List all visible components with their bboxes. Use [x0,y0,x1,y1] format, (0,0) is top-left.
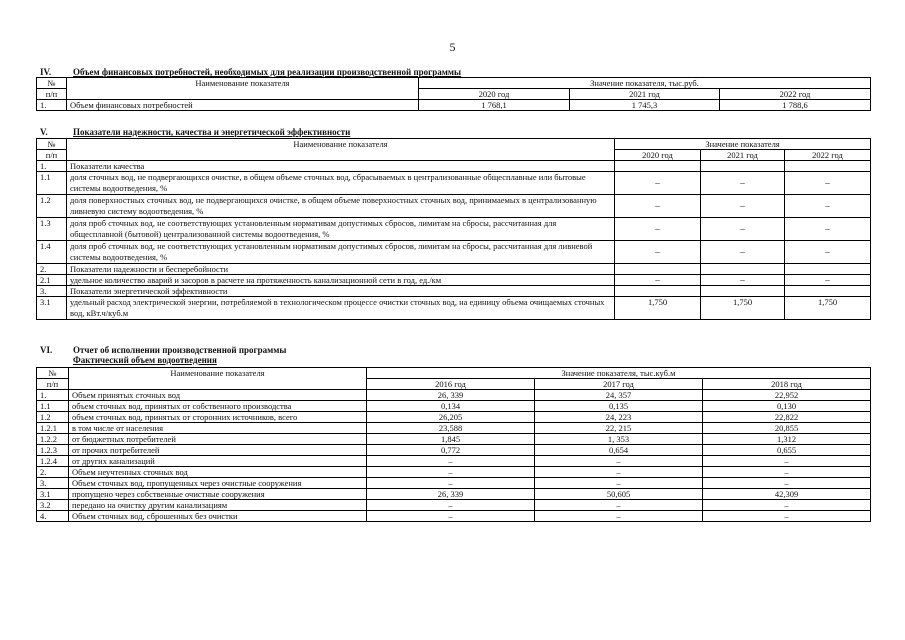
row-value [701,264,785,275]
row-name: Объем финансовых потребностей [67,100,419,111]
row-number: 3.2 [37,500,69,511]
row-value: – [703,500,871,511]
row-value: – [367,467,535,478]
row-value: 1 745,3 [570,100,720,111]
row-name: Объем принятых сточных вод [69,390,367,401]
row-value: – [701,218,785,241]
row-value: 0,772 [367,445,535,456]
row-value: – [367,456,535,467]
row-name: Показатели надежности и бесперебойности [67,264,615,275]
row-value: 24, 357 [535,390,703,401]
table-row [37,195,871,218]
row-name: доля проб сточных вод, не соответствующих установленным нормативам допустимых сбросов, лимитам на сбросы, рассчитанная для ливневой системы водоотведения, % [67,241,615,264]
row-number: 1.2.4 [37,456,69,467]
row-value: – [701,172,785,195]
row-value: – [615,218,701,241]
row-number: 3. [37,286,67,297]
row-value: 0,130 [703,401,871,412]
col-num-header: № [37,78,67,89]
row-name: доля сточных вод, не подвергающихся очистке, в общем объеме сточных вод, сбрасываемых в централизованные общесплавные или бытовые системы водоотведения, % [67,172,615,195]
row-value: 24, 223 [535,412,703,423]
row-number: 1. [37,390,69,401]
row-number: 1.2.3 [37,445,69,456]
row-number: 3.1 [37,297,67,320]
row-value: – [703,456,871,467]
row-number: 3. [37,478,69,489]
table-row [37,218,871,241]
table-row [37,241,871,264]
row-name: Объем сточных вод, пропущенных через очистные сооружения [69,478,367,489]
section-6-heading [40,345,286,355]
row-value: – [615,241,701,264]
section-5-title: Показатели надежности, качества и энергетической эффективности [73,127,351,137]
table-row [37,172,871,195]
section-6-number: VI. [40,345,53,355]
row-name: объем сточных вод, принятых от сторонних источников, всего [69,412,367,423]
section-5-heading [40,127,350,137]
row-value: 22, 215 [535,423,703,434]
row-number: 1.2 [37,195,67,218]
row-value: – [367,478,535,489]
row-value: – [367,500,535,511]
table-row [37,445,871,456]
row-number: 1.2.1 [37,423,69,434]
row-value: 0,134 [367,401,535,412]
row-value: 1, 353 [535,434,703,445]
row-number: 1.2.2 [37,434,69,445]
row-value: 22,952 [703,390,871,401]
row-number: 1.4 [37,241,67,264]
wastewater-volume-table [36,367,871,522]
row-value: 26,205 [367,412,535,423]
row-name: удельный расход электрической энергии, потребляемой в технологическом процессе очистки сточных вод, на единицу объема очищаемых сточных вод, кВт.ч/куб.м [67,297,615,320]
row-value: 50,605 [535,489,703,500]
table-row [37,467,871,478]
row-value: 1,750 [785,297,871,320]
year-header: 2022 год [720,89,871,100]
table-row [37,456,871,467]
row-value [785,161,871,172]
row-name: доля проб сточных вод, не соответствующих установленным нормативам допустимых сбросов, лимитам на сбросы, рассчитанная для общесплавной (бытовой) централизованной системы водоотведения, % [67,218,615,241]
table-row [37,390,871,401]
row-value: 1,750 [615,297,701,320]
year-header: 2017 год [535,379,703,390]
row-value: 1,312 [703,434,871,445]
row-name: в том числе от населения [69,423,367,434]
row-value: – [703,478,871,489]
row-value: 1 768,1 [419,100,570,111]
row-value: – [785,241,871,264]
table-row [37,412,871,423]
col-num-header-sub: п/п [37,150,67,161]
table-row [37,434,871,445]
table-row [37,275,871,286]
row-name: от других канализаций [69,456,367,467]
row-name: передано на очистку другим канализациям [69,500,367,511]
row-value [785,264,871,275]
row-name: пропущено через собственные очистные сооружения [69,489,367,500]
table-row [37,286,871,297]
row-value [701,161,785,172]
row-value: 42,309 [703,489,871,500]
row-value: – [535,456,703,467]
row-value: – [701,241,785,264]
year-header: 2022 год [785,150,871,161]
row-number: 1.1 [37,401,69,412]
row-number: 1. [37,161,67,172]
table-row [37,161,871,172]
table-row [37,401,871,412]
row-name: Объем сточных вод, сброшенных без очистки [69,511,367,522]
row-number: 4. [37,511,69,522]
year-header: 2021 год [701,150,785,161]
row-name: от прочих потребителей [69,445,367,456]
table-row [37,489,871,500]
row-value: 1 788,6 [720,100,871,111]
row-name: Объем неучтенных сточных вод [69,467,367,478]
value-group-header: Значение показателя [615,139,871,150]
col-name-header: Наименование показателя [67,78,419,100]
row-value: – [535,467,703,478]
col-name-header: Наименование показателя [67,139,615,161]
row-number: 1. [37,100,67,111]
table-row [37,297,871,320]
year-header: 2020 год [419,89,570,100]
row-value: 22,822 [703,412,871,423]
section-5-number: V. [40,127,48,137]
col-num-header-sub: п/п [37,89,67,100]
row-value: – [615,195,701,218]
row-value: 1,750 [701,297,785,320]
row-value: 26, 339 [367,489,535,500]
row-name: доля поверхностных сточных вод, не подвергающихся очистке, в общем объеме поверхностных сточных вод, принимаемых в централизованную ливневую систему водоотведения, % [67,195,615,218]
row-value: – [703,511,871,522]
row-value: – [535,511,703,522]
table-row [37,500,871,511]
table-row [37,264,871,275]
row-value: – [785,195,871,218]
table-row [37,100,871,111]
row-name: удельное количество аварий и засоров в расчете на протяженность канализационной сети в год, ед./км [67,275,615,286]
section-6-subtitle: Фактический объем водоотведения [73,355,217,365]
row-value: 20,855 [703,423,871,434]
row-value: 0,654 [535,445,703,456]
row-value: 23,588 [367,423,535,434]
row-value: 0,135 [535,401,703,412]
row-number: 3.1 [37,489,69,500]
row-value: – [785,172,871,195]
year-header: 2021 год [570,89,720,100]
row-value: – [535,500,703,511]
row-number: 1.3 [37,218,67,241]
row-name: Показатели качества [67,161,615,172]
row-value: – [785,275,871,286]
table-row [37,511,871,522]
year-header: 2018 год [703,379,871,390]
section-4-number: IV. [40,67,52,77]
row-value: – [701,275,785,286]
col-num-header-sub: п/п [37,379,69,390]
col-num-header: № [37,139,67,150]
row-number: 2. [37,264,67,275]
row-number: 2.1 [37,275,67,286]
section-4-title: Объем финансовых потребностей, необходимых для реализации производственной программы [73,67,462,77]
row-number: 1.1 [37,172,67,195]
financial-needs-table [36,77,871,111]
row-value: – [615,275,701,286]
row-value [615,286,701,297]
row-value: 26, 339 [367,390,535,401]
section-6-title: Отчет об исполнении производственной программы [73,345,287,355]
row-number: 1.2 [37,412,69,423]
row-value [615,161,701,172]
row-value: 1,845 [367,434,535,445]
row-name: Показатели энергетической эффективности [67,286,615,297]
table-row [37,478,871,489]
row-value [701,286,785,297]
row-value: – [703,467,871,478]
row-value: 0,655 [703,445,871,456]
page-number: 5 [449,40,456,54]
value-group-header: Значение показателя, тыс.куб.м [367,368,871,379]
row-value [615,264,701,275]
table-row [37,423,871,434]
col-num-header: № [37,368,69,379]
row-value: – [615,172,701,195]
year-header: 2020 год [615,150,701,161]
row-value: – [535,478,703,489]
value-group-header: Значение показателя, тыс.руб. [419,78,871,89]
reliability-table [36,138,871,320]
row-value: – [367,511,535,522]
year-header: 2016 год [367,379,535,390]
col-name-header: Наименование показателя [69,368,367,390]
row-value: – [701,195,785,218]
section-4-heading [40,67,461,77]
row-value: – [785,218,871,241]
row-number: 2. [37,467,69,478]
row-name: объем сточных вод, принятых от собственного производства [69,401,367,412]
row-name: от бюджетных потребителей [69,434,367,445]
row-value [785,286,871,297]
